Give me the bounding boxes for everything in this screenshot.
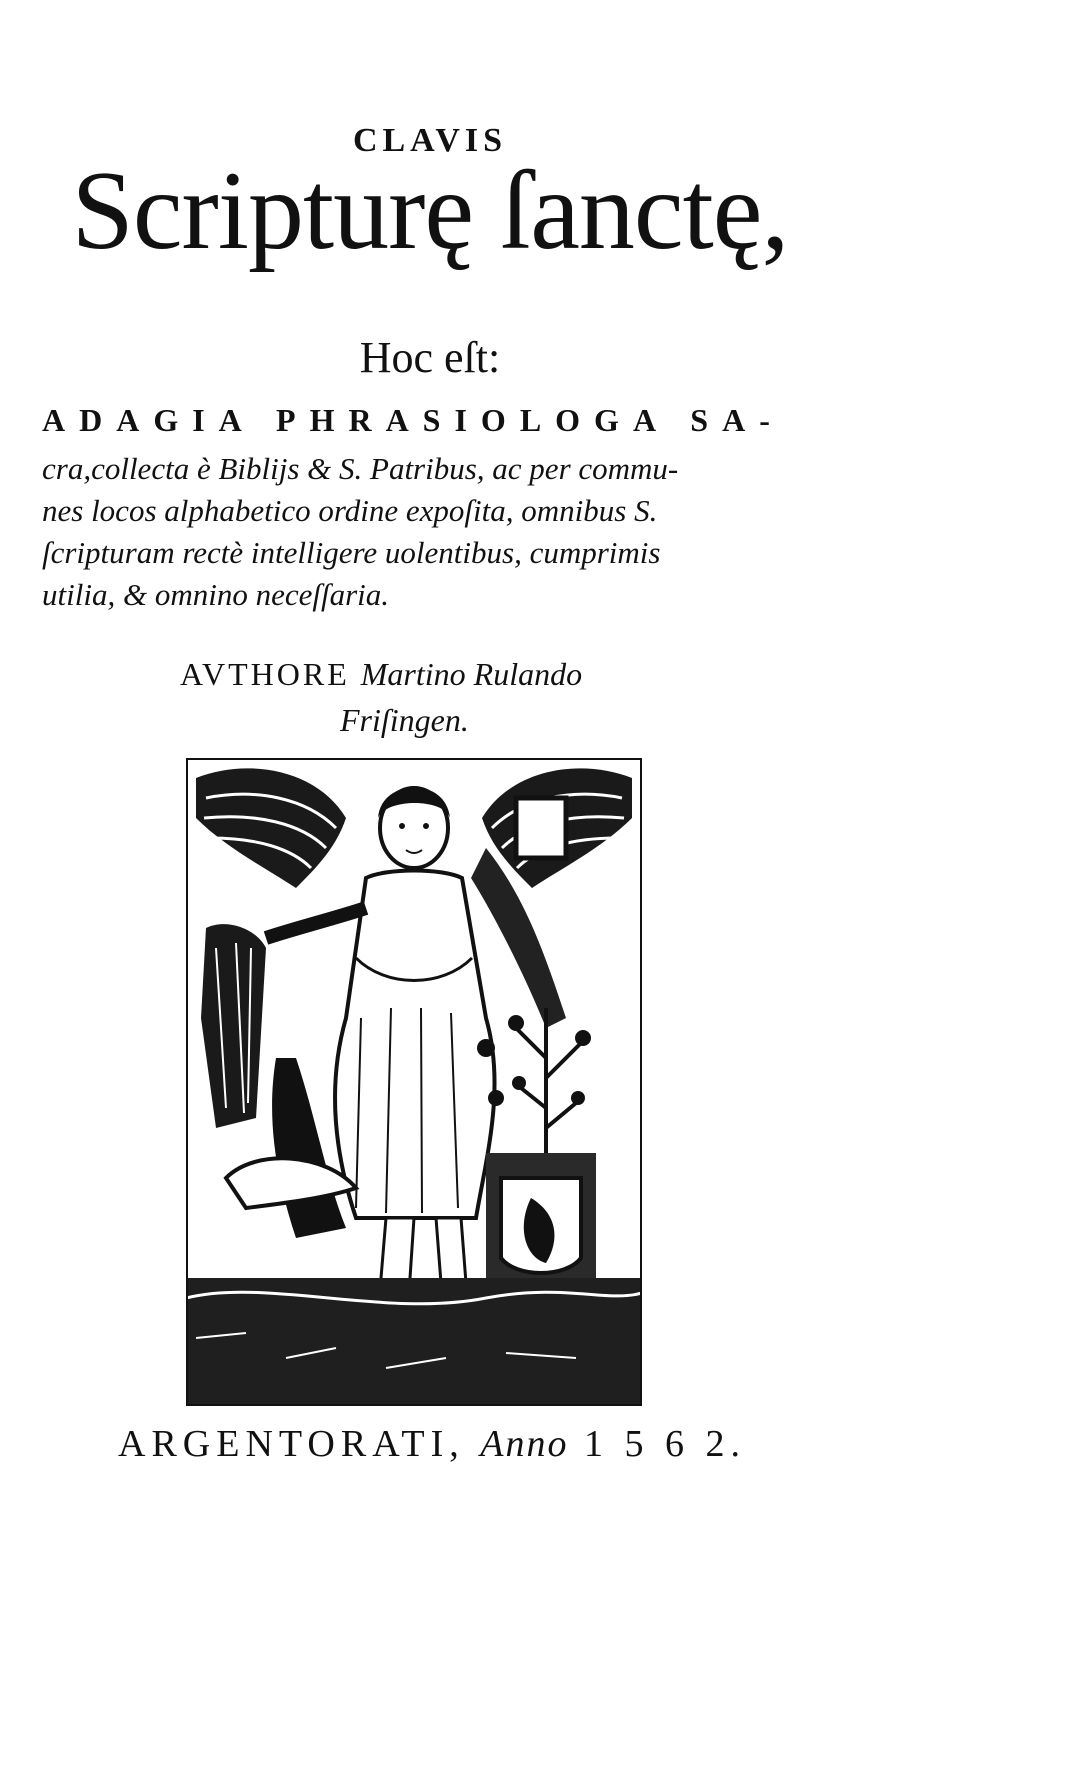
imprint-city: ARGENTORATI, — [118, 1423, 465, 1465]
subtitle-line-2: nes locos alphabetico ordine expoſita, omnibus S. — [42, 493, 658, 528]
subtitle-line-3: ſcripturam rectè intelligere uolentibus, cumprimis — [42, 535, 661, 570]
main-title: Scripturę ſanctę, — [71, 149, 789, 273]
subtitle-body — [42, 448, 802, 616]
author-line — [180, 656, 582, 693]
author-label: AVTHORE — [180, 656, 350, 692]
angel-woodcut-icon — [186, 758, 642, 1406]
subtitle-line-4: utilia, & omnino neceſſaria. — [42, 577, 389, 612]
imprint-anno: Anno — [480, 1423, 569, 1465]
imprint-line — [118, 1422, 746, 1466]
subtitle-heading: ADAGIA PHRASIOLOGA SA- — [42, 402, 784, 438]
subtitle-line-1: cra,collecta è Biblijs & S. Patribus, ac per commu- — [42, 451, 679, 486]
hoc-est-line: Hoc eſt: — [359, 333, 501, 382]
author-name: Martino Rulando — [360, 656, 583, 692]
title-clavis: CLAVIS — [352, 122, 508, 159]
imprint-year: 1 5 6 2. — [584, 1423, 747, 1465]
author-place: Friſingen. — [340, 702, 469, 738]
